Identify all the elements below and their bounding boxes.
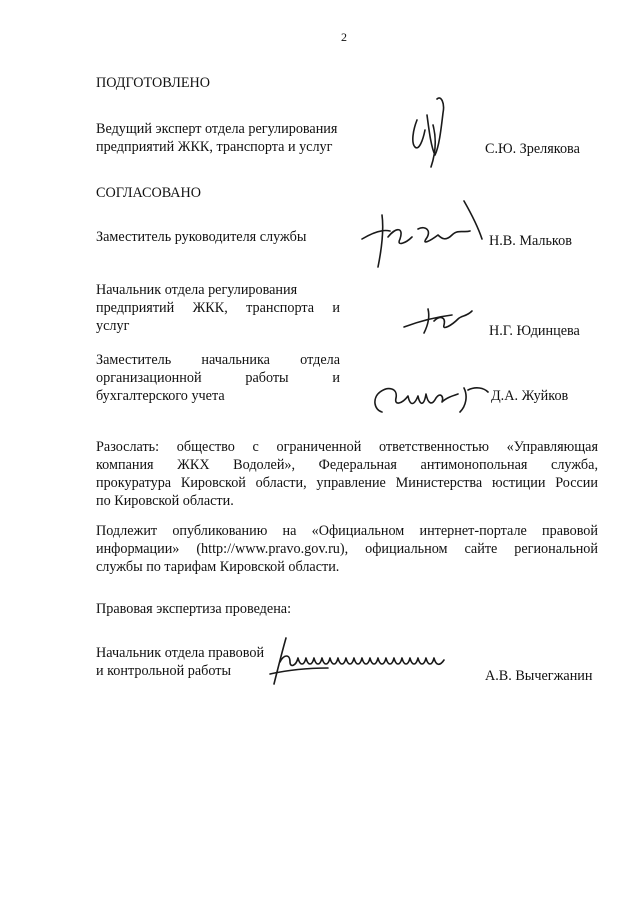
signature-yudintseva [400, 303, 480, 338]
legal-review-position-line-1: Начальник отдела правовой [96, 645, 265, 661]
prepared-name: С.Ю. Зрелякова [485, 141, 580, 157]
distribution-line-3: прокуратура Кировской области, управление Министерства юстиции России [96, 475, 598, 491]
signer-2-position-line-2: предприятий ЖКК, транспорта и [96, 300, 340, 316]
signature-malkov [360, 195, 500, 270]
signer-3-position-line-1: Заместитель начальника отдела [96, 352, 340, 368]
legal-review-position-line-2: и контрольной работы [96, 663, 231, 679]
signature-zrelyakova [405, 85, 455, 175]
signer-3-name: Д.А. Жуйков [491, 388, 569, 404]
signer-2-position-line-3: услуг [96, 318, 130, 334]
legal-review-text: Правовая экспертиза проведена: [96, 601, 292, 617]
signer-2-position-line-1: Начальник отдела регулирования [96, 282, 298, 298]
publication-line-1: Подлежит опубликованию на «Официальном интернет-портале правовой [96, 523, 598, 539]
signature-vychegzhanin [268, 632, 458, 692]
signer-2-name: Н.Г. Юдинцева [489, 323, 580, 339]
prepared-position-line-2: предприятий ЖКК, транспорта и услуг [96, 139, 333, 155]
signer-1-position: Заместитель руководителя службы [96, 229, 307, 245]
distribution-line-2: компания ЖКХ Водолей», Федеральная антимонопольная служба, [96, 457, 598, 473]
distribution-line-4: по Кировской области. [96, 493, 234, 509]
prepared-position-line-1: Ведущий эксперт отдела регулирования [96, 121, 338, 137]
page-number: 2 [341, 30, 347, 44]
signature-zhuykov [368, 376, 493, 418]
legal-review-name: А.В. Вычегжанин [485, 668, 593, 684]
agreed-heading: СОГЛАСОВАНО [96, 185, 202, 201]
distribution-line-1: Разослать: общество с ограниченной ответственностью «Управляющая [96, 439, 598, 455]
signer-3-position-line-3: бухгалтерского учета [96, 388, 225, 404]
publication-line-3: службы по тарифам Кировской области. [96, 559, 340, 575]
publication-line-2: информации» (http://www.pravo.gov.ru), официальном сайте региональной [96, 541, 598, 557]
signer-1-name: Н.В. Мальков [489, 233, 572, 249]
signer-3-position-line-2: организационной работы и [96, 370, 340, 386]
prepared-heading: ПОДГОТОВЛЕНО [96, 75, 210, 91]
